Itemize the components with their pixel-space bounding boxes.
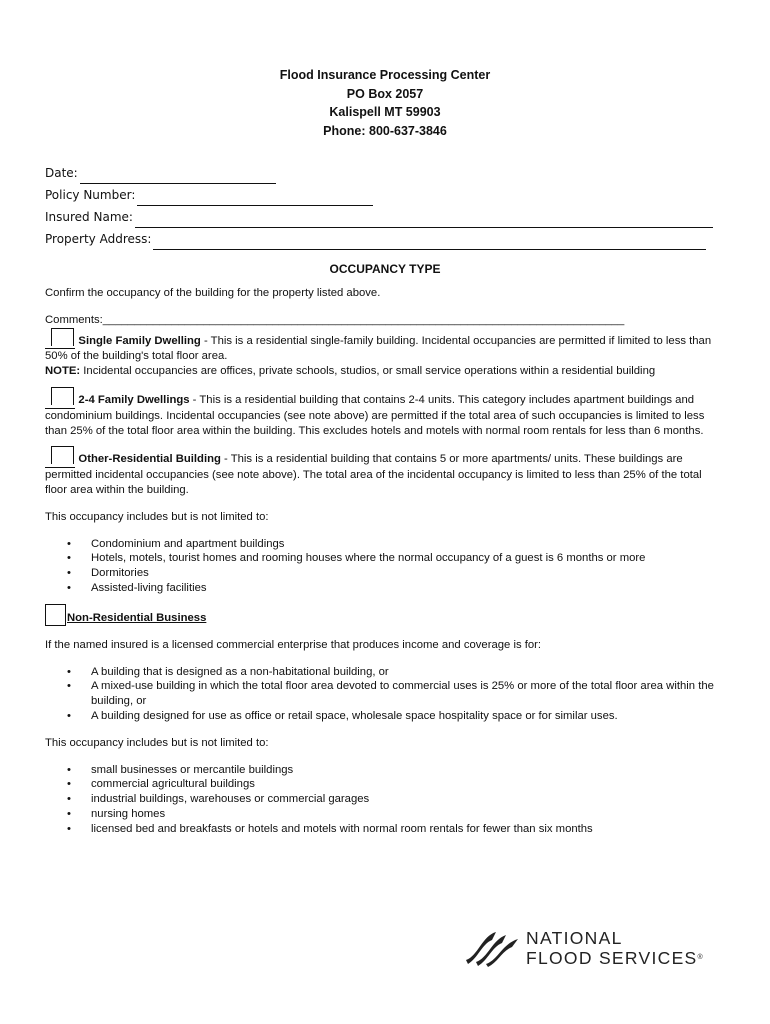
logo-line-national: NATIONAL — [526, 928, 623, 948]
non-residential-conditions — [45, 665, 725, 724]
option-other-residential — [45, 446, 725, 497]
residential-list — [45, 537, 725, 596]
section-title: OCCUPANCY TYPE — [329, 262, 441, 276]
list-item: • nursing homes — [91, 807, 725, 822]
list-item: • A building designed for use as office or retail space, wholesale space hospitality space or for similar uses. — [91, 709, 725, 724]
two-four-family-title: 2-4 Family Dwellings — [78, 393, 190, 406]
policy-fields — [45, 162, 725, 250]
non-residential-checkbox[interactable] — [45, 604, 66, 626]
property-address-label: Property Address: — [45, 232, 152, 246]
comments-line[interactable]: Comments:___________________________________________________________________________________ — [45, 313, 625, 326]
property-address-field[interactable] — [45, 228, 725, 250]
two-four-family-checkbox[interactable] — [45, 387, 75, 409]
logo-flood-services-text: FLOOD SERVICES — [526, 948, 698, 968]
note-paragraph — [45, 364, 725, 379]
other-residential-desc: - This is a residential building that contains 5 or more apartments/ units. These buildings are permitted incidental occupancies (see note above). The total area of the incidental occupancy is limited to less than 25% of the total floor area within the building. — [45, 453, 702, 496]
logo-line-flood-services — [526, 948, 703, 968]
single-family-checkbox[interactable] — [45, 328, 75, 350]
insured-name-field[interactable] — [45, 206, 725, 228]
header-phone: Phone: 800-637-3846 — [323, 123, 447, 138]
date-label: Date: — [45, 166, 78, 180]
header-po-box: PO Box 2057 — [346, 86, 424, 101]
form-body — [45, 286, 725, 837]
list-item: • commercial agricultural buildings — [91, 777, 725, 792]
header-org-name: Flood Insurance Processing Center — [279, 68, 491, 82]
policy-number-field[interactable] — [45, 184, 725, 206]
list-item: • A mixed-use building in which the total floor area devoted to commercial uses is 25% or more of the total floor area within the building, or — [91, 679, 725, 709]
residential-includes-label: This occupancy includes but is not limited to: — [45, 510, 269, 523]
option-non-residential — [45, 604, 725, 626]
list-item: • A building that is designed as a non-habitational building, or — [91, 665, 725, 680]
property-address-input-line[interactable] — [153, 235, 706, 250]
national-flood-services-logo — [462, 926, 722, 970]
other-residential-title: Other-Residential Building — [78, 453, 221, 466]
intro-text: Confirm the occupancy of the building for the property listed above. — [45, 287, 381, 299]
date-input-line[interactable] — [80, 169, 276, 184]
policy-number-label: Policy Number: — [45, 188, 136, 202]
insured-name-label: Insured Name: — [45, 210, 133, 224]
date-field[interactable] — [45, 162, 725, 184]
logo-registered-mark: ® — [697, 954, 703, 961]
insured-name-input-line[interactable] — [135, 213, 713, 228]
note-text: Incidental occupancies are offices, private schools, studios, or small service operations within a residential building — [80, 365, 656, 378]
list-item: • industrial buildings, warehouses or commercial garages — [91, 792, 725, 807]
policy-number-input-line[interactable] — [137, 191, 373, 206]
wave-logo-icon — [462, 926, 522, 968]
non-residential-list — [45, 763, 725, 837]
single-family-title: Single Family Dwelling — [78, 334, 201, 347]
non-residential-includes-label: This occupancy includes but is not limited to: — [45, 736, 269, 749]
option-2-4-family — [45, 387, 725, 438]
list-item: • small businesses or mercantile buildings — [91, 763, 725, 778]
logo-wordmark — [526, 928, 703, 968]
option-single-family — [45, 328, 725, 365]
note-label: NOTE: — [45, 365, 81, 378]
list-item: • Dormitories — [91, 566, 725, 581]
single-family-desc: - This is a residential single-family building. Incidental occupancies are permitted if limited to less than 50% of the building's total floor area. — [45, 334, 712, 363]
list-item: • licensed bed and breakfasts or hotels and motels with normal room rentals for fewer than six months — [91, 822, 725, 837]
two-four-family-desc: - This is a residential building that contains 2-4 units. This category includes apartment buildings and condominium buildings. Incidental occupancies (see note above) are permitted if the total area of such occupancies is limited to less than 25% of the total floor area within the building. This excludes hotels and motels with normal room rentals for less than 6 months. — [45, 393, 705, 437]
non-residential-intro: If the named insured is a licensed commercial enterprise that produces income and coverage is for: — [45, 638, 542, 651]
list-item: • Condominium and apartment buildings — [91, 537, 725, 552]
other-residential-checkbox[interactable] — [45, 446, 75, 468]
list-item: • Assisted-living facilities — [91, 581, 725, 596]
header-city: Kalispell MT 59903 — [329, 105, 441, 119]
list-item: • Hotels, motels, tourist homes and rooming houses where the normal occupancy of a guest is 6 months or more — [91, 551, 725, 566]
header-address-block — [0, 66, 770, 140]
non-residential-title: Non-Residential Business — [67, 611, 207, 624]
